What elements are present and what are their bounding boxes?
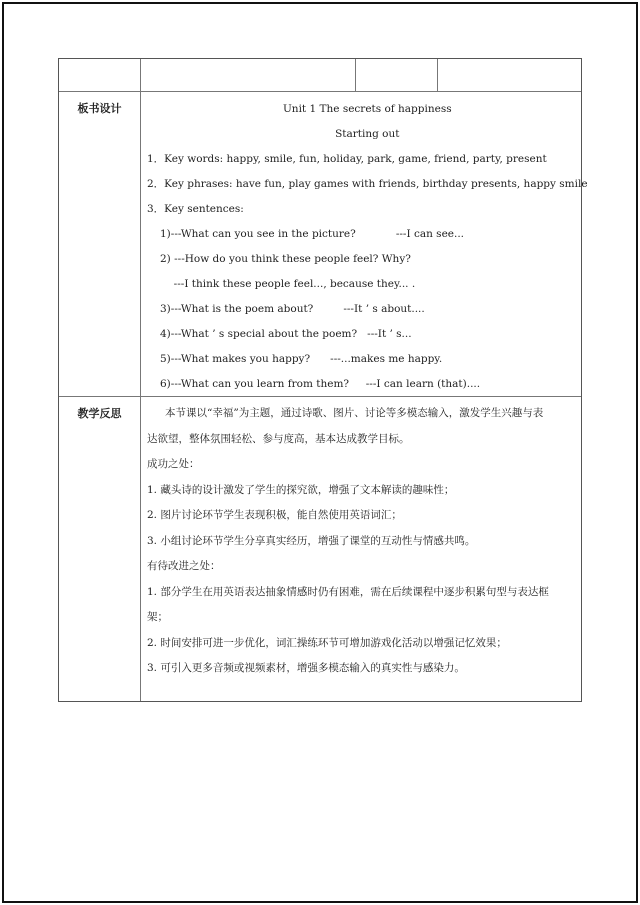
lesson-plan-table bbox=[58, 58, 588, 702]
reflection-content bbox=[141, 397, 581, 701]
unit-title: Unit 1 The secrets of happiness bbox=[282, 103, 452, 115]
board-design-row bbox=[59, 92, 588, 397]
success-item: 1. 藏头诗的设计激发了学生的探究欲，增强了文本解读的趣味性； bbox=[147, 483, 455, 496]
header-cell-1 bbox=[59, 59, 141, 91]
header-cell-4 bbox=[438, 59, 581, 91]
reflection-row bbox=[59, 397, 581, 701]
sentence-item: 1)---What can you see in the picture? ---I can see... bbox=[160, 228, 465, 240]
sentence-item: ---I think these people feel..., because they... . bbox=[167, 278, 416, 290]
sentence-item: 6)---What can you learn from them? ---I can learn (that).... bbox=[160, 378, 481, 390]
reflection-intro-line: 本节课以“幸福”为主题，通过诗歌、图片、讨论等多模态输入，激发学生兴趣与表 bbox=[165, 407, 544, 419]
reflection-label: 教学反思 bbox=[59, 397, 141, 701]
improve-heading: 有待改进之处： bbox=[147, 560, 221, 572]
key-phrases: 2．Key phrases: have fun, play games with friends, birthday presents, happy smile bbox=[147, 178, 588, 190]
success-item: 3. 小组讨论环节学生分享真实经历，增强了课堂的互动性与情感共鸣。 bbox=[147, 534, 476, 547]
sentence-item: 2) ---How do you think these people feel? Why? bbox=[160, 253, 411, 265]
improve-item: 3. 可引入更多音频或视频素材，增强多模态输入的真实性与感染力。 bbox=[147, 662, 465, 674]
success-item: 2. 图片讨论环节学生表现积极，能自然使用英语词汇； bbox=[147, 509, 402, 521]
header-cell-3 bbox=[356, 59, 438, 91]
key-sentences-heading: 3．Key sentences: bbox=[147, 203, 244, 215]
sentence-item: 3)---What is the poem about? ---It ’ s about.... bbox=[160, 303, 425, 315]
sentence-item: 5)---What makes you happy? ---...makes me happy. bbox=[160, 353, 443, 365]
board-design-label: 板书设计 bbox=[59, 92, 141, 396]
improve-item: 1. 部分学生在用英语表达抽象情感时仍有困难，需在后续课程中逐步积累句型与表达框 bbox=[147, 585, 549, 598]
sentence-item: 4)---What ’ s special about the poem? ---It ’ s... bbox=[160, 328, 412, 340]
board-design-content bbox=[141, 92, 594, 396]
success-heading: 成功之处： bbox=[147, 458, 200, 470]
table-header-row bbox=[59, 59, 581, 92]
improve-item: 架； bbox=[147, 611, 168, 623]
reflection-intro-line: 达欲望，整体氛围轻松、参与度高，基本达成教学目标。 bbox=[147, 432, 410, 445]
improve-item: 2. 时间安排可进一步优化，词汇操练环节可增加游戏化活动以增强记忆效果； bbox=[147, 636, 507, 649]
section-subtitle: Starting out bbox=[335, 128, 400, 140]
key-words: 1．Key words: happy, smile, fun, holiday, park, game, friend, party, present bbox=[147, 153, 547, 165]
header-cell-2 bbox=[141, 59, 356, 91]
